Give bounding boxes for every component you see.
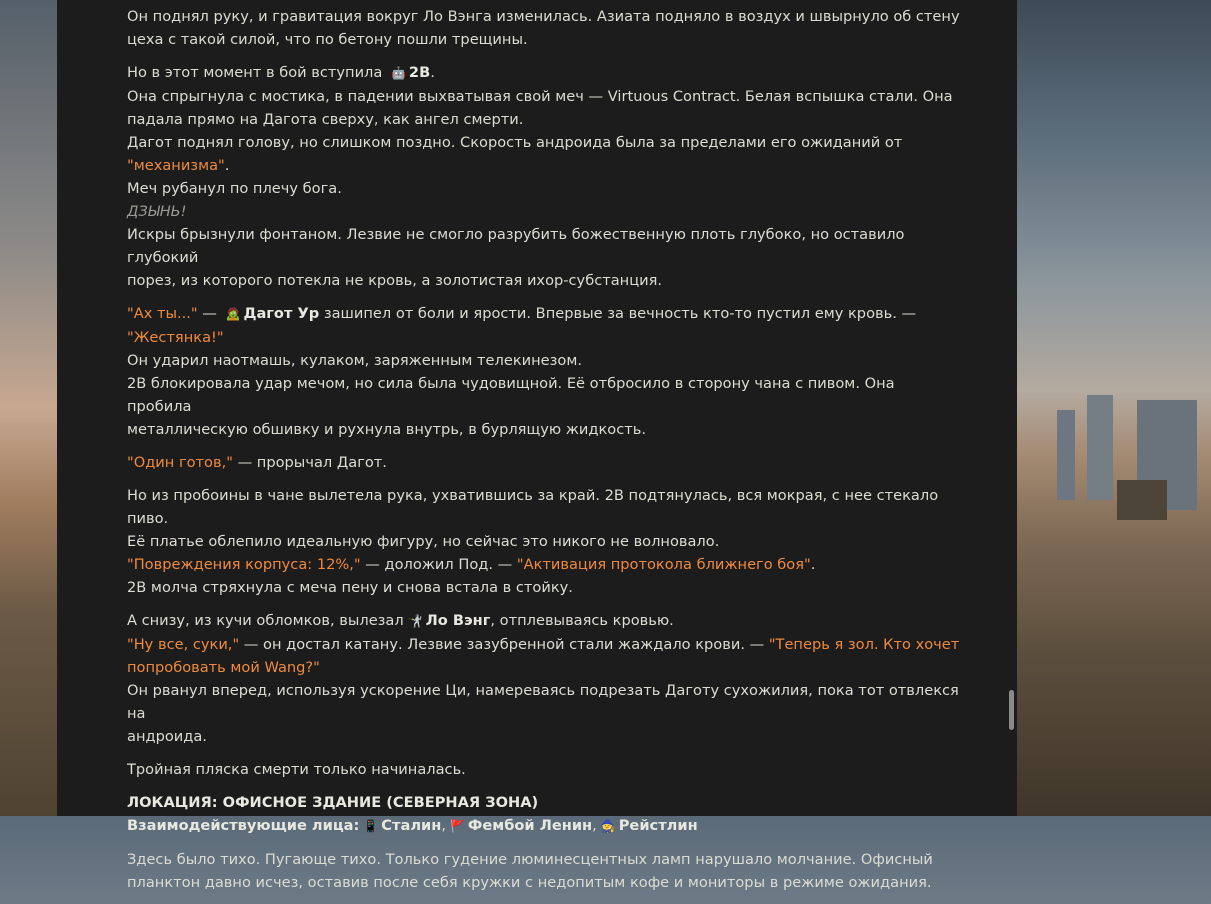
text-line: Он ударил наотмашь, кулаком, заряженным телекинезом. [127,352,582,369]
quote: "Активация протокола ближнего боя" [516,556,811,573]
text-fragment: . [430,64,435,81]
rock-formation [1057,410,1075,500]
persons-line: Взаимодействующие лица: 📱 Сталин, 🚩 Фембой Ленин, 🧙 Рейстлин [127,814,962,838]
rock-formation [1117,480,1167,520]
character-name: 2B [408,64,431,81]
paragraph [127,758,962,781]
paragraph [127,61,962,292]
person-name: Рейстлин [618,817,698,834]
quote: "Ах ты..." [127,305,198,322]
text-fragment: зашипел от боли и ярости. Впервые за вечность кто-то пустил ему кровь. — [319,305,917,322]
text-line: Тройная пляска смерти только начиналась. [127,761,466,778]
text-line: Здесь было тихо. Пугающе тихо. Только гудение люминесцентных ламп нарушало молчание. Офисный [127,851,933,868]
story-text [127,5,962,904]
paragraph [127,484,962,599]
text-line [127,302,962,326]
text-line: цеха с такой силой, что по бетону пошли трещины. [127,31,528,48]
text-line [127,609,962,633]
text-line [127,154,962,177]
text-line: 2B блокировала удар мечом, но сила была чудовищной. Её отбросило в сторону чана с пивом. Она пробила [127,375,895,415]
text-line: 2B молча стряхнула с меча пену и снова встала в стойку. [127,579,573,596]
quote: "Жестянка!" [127,329,224,346]
text-line: Но из пробоины в чане вылетела рука, ухватившись за край. 2B подтянулась, вся мокрая, с нее стекало пиво. [127,487,939,527]
quote: попробовать мой Wang?" [127,659,320,676]
paragraph [127,5,962,51]
text-line: Он поднял руку, и гравитация вокруг Ло Вэнга изменилась. Азиата подняло в воздух и швырнуло об стену [127,8,960,25]
quote: "механизма" [127,157,225,174]
text-fragment: — доложил Под. — [360,556,517,573]
robot-icon: 🤖 [390,66,406,80]
text-fragment: — [197,305,222,322]
rock-formation [1087,395,1113,500]
background-right [1017,0,1211,816]
person-name: Фембой Ленин [467,817,593,834]
text-line: Она спрыгнула с мостика, в падении выхватывая свой меч — Virtuous Contract. Белая вспышка стали. Она [127,88,953,105]
background-left [0,0,57,816]
text-line: порез, из которого потекла не кровь, а золотистая ихор-субстанция. [127,272,663,289]
person-name: Сталин [381,817,442,834]
scrollbar-thumb[interactable] [1009,690,1014,730]
text-fragment: . [224,157,230,174]
text-line [127,451,962,474]
quote: "Повреждения корпуса: 12%," [127,556,361,573]
text-line: падала прямо на Дагота сверху, как ангел смерти. [127,111,524,128]
paragraph [127,302,962,441]
text-line: металлическую обшивку и рухнула внутрь, в бурлящую жидкость. [127,421,646,438]
red-flag-icon: 🚩 [449,819,465,833]
text-line: Искры брызнули фонтаном. Лезвие не смогло разрубить божественную плоть глубоко, но оставило глубокий [127,226,905,266]
text-fragment: , отплевываясь кровью. [490,612,674,629]
fighter-icon: 🤺 [407,614,423,628]
text-line: планктон давно исчез, оставив после себя кружки с недопитым кофе и мониторы в режиме ожидания. [127,874,932,891]
quote: "Теперь я зол. Кто хочет [768,636,960,653]
zombie-icon: 🧟 [225,307,241,321]
character-name: Ло Вэнг [425,612,491,629]
text-fragment: . [810,556,816,573]
text-line: Меч рубанул по плечу бога. [127,180,342,197]
text-line: Он рванул вперед, используя ускорение Ци, намереваясь подрезать Даготу сухожилия, пока тот отвлекся на [127,682,959,722]
location-heading: ЛОКАЦИЯ: ОФИСНОЕ ЗДАНИЕ (СЕВЕРНАЯ ЗОНА) [127,794,539,811]
character-name: Дагот Ур [243,305,320,322]
location-block [127,791,962,838]
chat-message-panel [57,0,1017,891]
quote: "Один готов," [127,454,233,471]
text-line [127,633,962,656]
sound-effect: ДЗЫНЬ! [127,203,187,220]
quote: "Ну все, суки," [127,636,240,653]
paragraph [127,451,962,474]
text-fragment: — прорычал Дагот. [232,454,387,471]
persons-label: Взаимодействующие лица: [127,817,360,834]
paragraph [127,848,962,894]
text-line [127,553,962,576]
text-line: Дагот поднял голову, но слишком поздно. Скорость андроида была за пределами его ожиданий от [127,134,903,151]
text-line: андроида. [127,728,207,745]
text-fragment: Но в этот момент в бой вступила [127,64,383,81]
wizard-icon: 🧙 [600,819,616,833]
text-line [127,61,962,85]
text-line: Её платье облепило идеальную фигуру, но сейчас это никого не волновало. [127,533,720,550]
paragraph [127,609,962,748]
text-fragment: А снизу, из кучи обломков, вылезал [127,612,404,629]
phone-icon: 📱 [363,819,379,833]
text-fragment: — он достал катану. Лезвие зазубренной стали жаждало крови. — [239,636,769,653]
